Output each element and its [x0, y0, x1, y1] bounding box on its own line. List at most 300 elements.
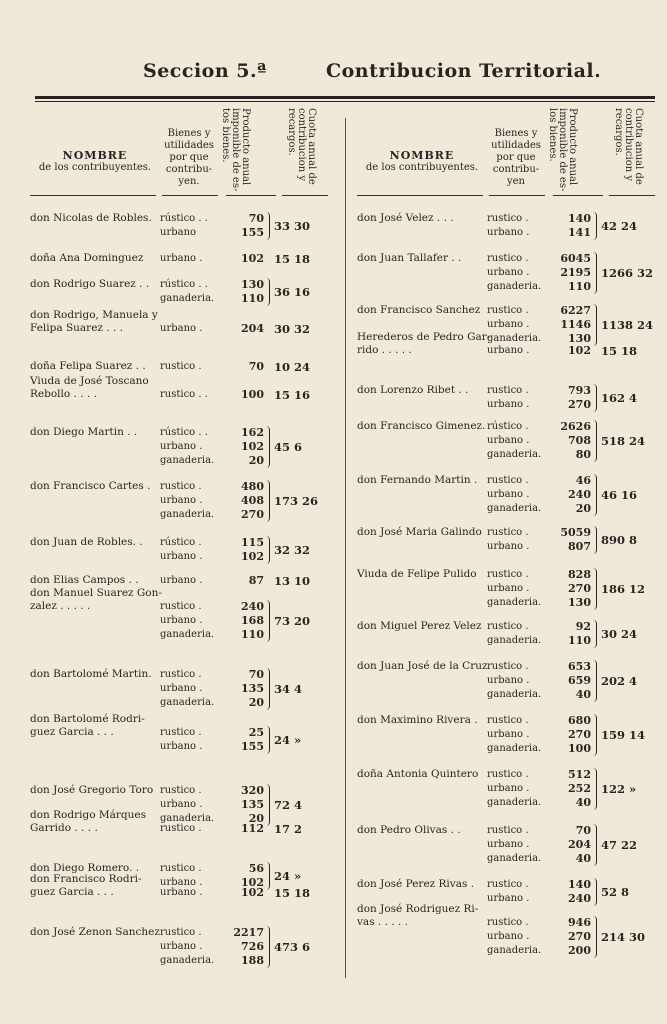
product-value: 20 — [248, 696, 264, 709]
bienes-header-line: utilidades — [491, 140, 541, 151]
property-type: urbano . — [160, 741, 203, 752]
product-value: 100 — [568, 742, 591, 755]
bienes-header-line: Bienes y — [167, 128, 211, 139]
contributor-name-line: guez Garcia . . . — [30, 886, 114, 898]
property-types — [160, 360, 230, 374]
contributor-name-line: vas . . . . . — [357, 916, 408, 928]
product-values — [226, 822, 264, 836]
annual-quota: 24 » — [274, 869, 302, 883]
annual-quota: 890 8 — [601, 533, 638, 547]
property-types — [160, 886, 230, 900]
contributor-name-line: Garrido . . . . — [30, 822, 98, 834]
product-value: 946 — [568, 916, 591, 929]
product-values — [226, 726, 264, 754]
product-value: 40 — [575, 688, 591, 701]
property-type: ganaderia. — [160, 509, 215, 520]
property-type: urbano . — [160, 877, 203, 888]
grouping-brace — [266, 600, 270, 642]
property-type: rustico . — [487, 475, 529, 486]
property-type: urbano . — [160, 799, 203, 810]
producto-header-text: imponible de es- — [230, 108, 241, 192]
contributor-name — [30, 713, 162, 739]
property-type: urbano . — [487, 489, 530, 500]
property-type: rústico . . — [160, 279, 208, 290]
product-value: 110 — [241, 628, 264, 641]
property-type: rústico . — [487, 421, 529, 432]
product-value: 2195 — [560, 266, 591, 279]
contributor-name — [357, 212, 489, 225]
property-type: ganaderia. — [487, 853, 542, 864]
grouping-brace — [593, 714, 597, 756]
contributor-name — [30, 360, 162, 373]
contributor-name-line: don Juan José de la Cruz — [357, 660, 488, 672]
contributor-name — [357, 420, 489, 433]
contributor-name — [30, 309, 162, 335]
annual-quota: 30 32 — [274, 322, 311, 336]
property-types — [487, 384, 557, 412]
property-type: rustico . — [487, 213, 529, 224]
contributor-name-line: don Francisco Sanchez — [357, 304, 481, 316]
header-underline — [609, 195, 655, 196]
right-column-header — [357, 108, 657, 202]
grouping-brace — [593, 916, 597, 958]
property-type: ganaderia. — [160, 293, 215, 304]
annual-quota: 15 18 — [274, 886, 311, 900]
property-type: rustico . — [160, 669, 202, 680]
product-value: 240 — [568, 892, 591, 905]
product-value: 188 — [241, 954, 264, 967]
contributor-name-line: Herederos de Pedro Gar- — [357, 331, 491, 343]
product-values — [553, 768, 591, 810]
product-value: 708 — [568, 434, 591, 447]
product-value: 87 — [248, 574, 264, 587]
product-values — [226, 926, 264, 968]
product-values — [226, 360, 264, 374]
property-type: urbano . — [160, 495, 203, 506]
property-type: rustico . — [487, 385, 529, 396]
property-type: urbano . — [487, 729, 530, 740]
product-value: 115 — [241, 536, 264, 549]
nombre-title: NOMBRE — [389, 149, 455, 162]
product-values — [553, 916, 591, 958]
property-type: ganaderia. — [487, 281, 542, 292]
property-type: rústico . . — [160, 427, 208, 438]
property-type: ganaderia. — [487, 503, 542, 514]
grouping-brace — [266, 426, 270, 468]
property-type: urbano . — [160, 441, 203, 452]
product-value: 40 — [575, 852, 591, 865]
contributor-name-line: don José Velez . . . — [357, 212, 454, 224]
property-types — [160, 278, 230, 306]
header-underline — [489, 195, 545, 196]
contributor-name-line: don Francisco Rodri- — [30, 873, 142, 885]
product-value: 130 — [568, 332, 591, 345]
product-value: 110 — [568, 280, 591, 293]
product-value: 20 — [575, 502, 591, 515]
annual-quota: 202 4 — [601, 674, 638, 688]
annual-quota: 32 32 — [274, 543, 311, 557]
cuota-header-text: contribucion y — [623, 108, 634, 181]
property-types — [487, 824, 557, 866]
grouping-brace — [593, 384, 597, 412]
annual-quota: 33 30 — [274, 219, 311, 233]
annual-quota: 473 6 — [274, 940, 311, 954]
property-type: rústico . — [160, 537, 202, 548]
property-type: urbano . — [487, 839, 530, 850]
page-title: Contribucion Territorial. — [326, 60, 602, 82]
bienes-header-line: yen. — [178, 176, 200, 187]
product-value: 20 — [248, 454, 264, 467]
grouping-brace — [266, 784, 270, 826]
product-values — [226, 784, 264, 826]
product-value: 2626 — [560, 420, 591, 433]
product-values — [553, 714, 591, 756]
annual-quota: 214 30 — [601, 930, 646, 944]
contributor-name-line: doña Felipa Suarez . . — [30, 360, 146, 372]
property-type: ganaderia. — [160, 813, 215, 824]
annual-quota: 17 2 — [274, 822, 303, 836]
contributor-name-line: Felipa Suarez . . . — [30, 322, 123, 334]
product-values — [226, 600, 264, 642]
grouping-brace — [266, 480, 270, 522]
contributor-name — [357, 768, 489, 781]
left-column-header — [30, 108, 330, 202]
left-column — [30, 108, 330, 967]
contributor-name-line: don Manuel Suarez Gon- — [30, 587, 162, 599]
product-value: 270 — [568, 398, 591, 411]
nombre-subtitle: de los contribuyentes. — [365, 162, 479, 173]
product-value: 100 — [241, 388, 264, 401]
header-rule — [35, 96, 655, 99]
property-type: rustico . — [487, 661, 529, 672]
property-type: rustico . — [160, 481, 202, 492]
product-value: 112 — [241, 822, 264, 835]
property-type: rustico . — [487, 527, 529, 538]
cuota-header-text: recargos. — [286, 108, 297, 156]
product-value: 25 — [248, 726, 264, 739]
annual-quota: 10 24 — [274, 360, 311, 374]
producto-header — [547, 108, 578, 194]
grouping-brace — [266, 536, 270, 564]
property-types — [487, 474, 557, 516]
contributor-name-line: don Francisco Cartes . — [30, 480, 151, 492]
property-types — [160, 668, 230, 710]
property-types — [160, 212, 230, 240]
property-types — [160, 822, 230, 836]
property-types — [160, 426, 230, 468]
contributor-name-line: don Diego Martin . . — [30, 426, 138, 438]
property-types — [487, 916, 557, 958]
product-value: 653 — [568, 660, 591, 673]
property-types — [160, 926, 230, 968]
cuota-header-text: recargos. — [613, 108, 624, 156]
product-value: 70 — [575, 824, 591, 837]
contributor-name — [30, 926, 162, 939]
contributor-name-line: Rebollo . . . . — [30, 388, 97, 400]
property-type: urbano . — [487, 541, 530, 552]
property-types — [160, 388, 230, 402]
product-values — [226, 536, 264, 564]
contributor-name — [30, 375, 162, 401]
contributor-name-line: don José Zenon Sanchez — [30, 926, 160, 938]
annual-quota: 46 16 — [601, 488, 638, 502]
annual-quota: 24 » — [274, 733, 302, 747]
product-value: 70 — [248, 360, 264, 373]
annual-quota: 122 » — [601, 782, 637, 796]
property-types — [487, 568, 557, 610]
product-value: 320 — [241, 784, 264, 797]
grouping-brace — [593, 526, 597, 554]
property-type: rustico . — [160, 823, 202, 834]
nombre-header — [30, 150, 160, 174]
contributor-name — [30, 809, 162, 835]
contributor-name-line: don Juan Tallafer . . — [357, 252, 462, 264]
contributor-name-line: don Miguel Perez Velez — [357, 620, 482, 632]
property-type: rustico . — [160, 601, 202, 612]
contributor-name-line: don Diego Romero. . — [30, 862, 140, 874]
annual-quota: 52 8 — [601, 885, 630, 899]
product-value: 102 — [241, 252, 264, 265]
contributor-name — [357, 824, 489, 837]
contributor-name — [357, 878, 489, 891]
property-types — [160, 726, 230, 754]
contributor-name-line: don José Maria Galindo — [357, 526, 482, 538]
property-type: ganaderia. — [160, 955, 215, 966]
property-type: rustico . — [487, 825, 529, 836]
product-value: 240 — [241, 600, 264, 613]
property-type: urbano . — [160, 253, 203, 264]
annual-quota: 72 4 — [274, 798, 303, 812]
grouping-brace — [593, 768, 597, 810]
property-type: urbano . — [487, 675, 530, 686]
product-value: 270 — [568, 728, 591, 741]
bienes-header-line: Bienes y — [494, 128, 538, 139]
product-values — [553, 660, 591, 702]
contributor-name — [30, 212, 162, 225]
property-types — [160, 574, 230, 588]
annual-quota: 518 24 — [601, 434, 646, 448]
annual-quota: 30 24 — [601, 627, 638, 641]
property-type: rustico . — [487, 569, 529, 580]
property-type: urbano . — [160, 575, 203, 586]
product-values — [226, 252, 264, 266]
nombre-header — [357, 150, 487, 174]
annual-quota: 15 18 — [274, 252, 311, 266]
grouping-brace — [266, 668, 270, 710]
bienes-header-line: contribu- — [492, 164, 540, 175]
contributor-name — [30, 480, 162, 493]
product-value: 155 — [241, 740, 264, 753]
section-heading: Seccion 5.ª — [143, 60, 267, 82]
product-values — [226, 668, 264, 710]
property-type: urbano . — [160, 323, 203, 334]
contributor-name — [30, 587, 162, 613]
header-underline — [30, 195, 156, 196]
property-type: urbano . — [487, 399, 530, 410]
property-type: rustico . — [487, 715, 529, 726]
contributor-name — [30, 784, 162, 797]
contributor-name-line: Viuda de José Toscano — [30, 375, 149, 387]
contributor-name-line: don Rodrigo, Manuela y — [30, 309, 158, 321]
property-type: rustico . — [487, 621, 529, 632]
product-value: 130 — [568, 596, 591, 609]
property-type: urbano . — [487, 319, 530, 330]
contributor-name — [357, 252, 489, 265]
property-type: rustico . — [160, 863, 202, 874]
product-value: 80 — [575, 448, 591, 461]
contributor-name-line: don José Rodriguez Ri- — [357, 903, 479, 915]
nombre-title: NOMBRE — [62, 149, 128, 162]
property-types — [160, 600, 230, 642]
property-type: ganaderia. — [487, 449, 542, 460]
contributor-name-line: don Elias Campos . . — [30, 574, 139, 586]
product-value: 512 — [568, 768, 591, 781]
property-types — [487, 878, 557, 906]
product-value: 793 — [568, 384, 591, 397]
contributor-name — [30, 536, 162, 549]
product-values — [553, 212, 591, 240]
product-value: 204 — [568, 838, 591, 851]
property-types — [487, 526, 557, 554]
property-types — [487, 420, 557, 462]
annual-quota: 34 4 — [274, 682, 303, 696]
product-values — [553, 824, 591, 866]
grouping-brace — [593, 420, 597, 462]
product-value: 102 — [568, 344, 591, 357]
product-value: 680 — [568, 714, 591, 727]
contributor-name-line: don Francisco Gimenez. — [357, 420, 486, 432]
property-types — [160, 252, 230, 266]
bienes-header-line: yen — [506, 176, 525, 187]
product-values — [226, 212, 264, 240]
contributor-name — [30, 278, 162, 291]
contributor-name-line: don Maximino Rivera . — [357, 714, 478, 726]
bienes-header — [160, 128, 218, 188]
bienes-header-line: contribu- — [165, 164, 213, 175]
contributor-name-line: don Fernando Martin . — [357, 474, 478, 486]
property-type: rustico . — [160, 927, 202, 938]
property-types — [487, 304, 557, 346]
property-type: urbano . — [160, 551, 203, 562]
header-rule-thin — [35, 101, 655, 102]
property-type: urbano . — [160, 887, 203, 898]
grouping-brace — [593, 474, 597, 516]
producto-header-text: Producto anual — [240, 108, 251, 186]
product-value: 141 — [568, 226, 591, 239]
property-type: rústico . . — [160, 213, 208, 224]
product-value: 70 — [248, 668, 264, 681]
annual-quota: 73 20 — [274, 614, 311, 628]
contributor-name — [357, 660, 489, 673]
product-values — [553, 568, 591, 610]
property-type: rustico . — [160, 785, 202, 796]
bienes-header — [487, 128, 545, 188]
grouping-brace — [593, 304, 597, 346]
cuota-header — [286, 108, 317, 194]
grouping-brace — [593, 252, 597, 294]
annual-quota: 45 6 — [274, 440, 303, 454]
cuota-header-text: Cuota anual de — [306, 108, 317, 185]
product-values — [226, 426, 264, 468]
product-value: 200 — [568, 944, 591, 957]
grouping-brace — [593, 212, 597, 240]
producto-header — [220, 108, 251, 194]
product-values — [226, 278, 264, 306]
contributor-name — [30, 574, 162, 587]
product-value: 1146 — [560, 318, 591, 331]
product-values — [226, 886, 264, 900]
contributor-name — [30, 873, 162, 899]
product-value: 828 — [568, 568, 591, 581]
header-underline — [226, 195, 276, 196]
bienes-header-line: utilidades — [164, 140, 214, 151]
property-type: urbano . — [487, 893, 530, 904]
product-value: 40 — [575, 796, 591, 809]
property-type: ganaderia. — [160, 629, 215, 640]
product-value: 130 — [241, 278, 264, 291]
product-value: 480 — [241, 480, 264, 493]
grouping-brace — [266, 926, 270, 968]
product-value: 168 — [241, 614, 264, 627]
contributor-name — [357, 474, 489, 487]
property-type: urbano . — [160, 615, 203, 626]
property-type: ganaderia. — [487, 597, 542, 608]
annual-quota: 162 4 — [601, 391, 638, 405]
product-value: 270 — [568, 930, 591, 943]
grouping-brace — [266, 862, 270, 890]
property-type: rustico . — [487, 769, 529, 780]
contributor-name — [357, 526, 489, 539]
property-type: urbano . — [487, 583, 530, 594]
product-value: 20 — [248, 812, 264, 825]
product-values — [226, 388, 264, 402]
product-value: 140 — [568, 878, 591, 891]
product-value: 162 — [241, 426, 264, 439]
property-types — [487, 344, 557, 358]
property-type: urbano . — [487, 931, 530, 942]
contributor-name-line: doña Antonia Quintero — [357, 768, 479, 780]
product-value: 408 — [241, 494, 264, 507]
product-value: 110 — [241, 292, 264, 305]
annual-quota: 15 16 — [274, 388, 311, 402]
annual-quota: 1266 32 — [601, 266, 654, 280]
product-value: 110 — [568, 634, 591, 647]
property-type: urbano . — [160, 941, 203, 952]
grouping-brace — [593, 660, 597, 702]
product-values — [553, 304, 591, 346]
product-values — [553, 344, 591, 358]
header-underline — [282, 195, 328, 196]
annual-quota: 13 10 — [274, 574, 311, 588]
contributor-name — [357, 568, 489, 581]
property-types — [160, 784, 230, 826]
product-value: 102 — [241, 440, 264, 453]
product-value: 46 — [575, 474, 591, 487]
property-type: rustico . — [160, 727, 202, 738]
product-values — [226, 574, 264, 588]
product-value: 659 — [568, 674, 591, 687]
annual-quota: 173 26 — [274, 494, 319, 508]
property-types — [160, 536, 230, 564]
contributor-name-line: don Lorenzo Ribet . . — [357, 384, 469, 396]
product-value: 5059 — [560, 526, 591, 539]
product-values — [553, 526, 591, 554]
header-underline — [357, 195, 483, 196]
grouping-brace — [593, 824, 597, 866]
header-underline — [553, 195, 603, 196]
header-underline — [162, 195, 218, 196]
product-values — [553, 384, 591, 412]
